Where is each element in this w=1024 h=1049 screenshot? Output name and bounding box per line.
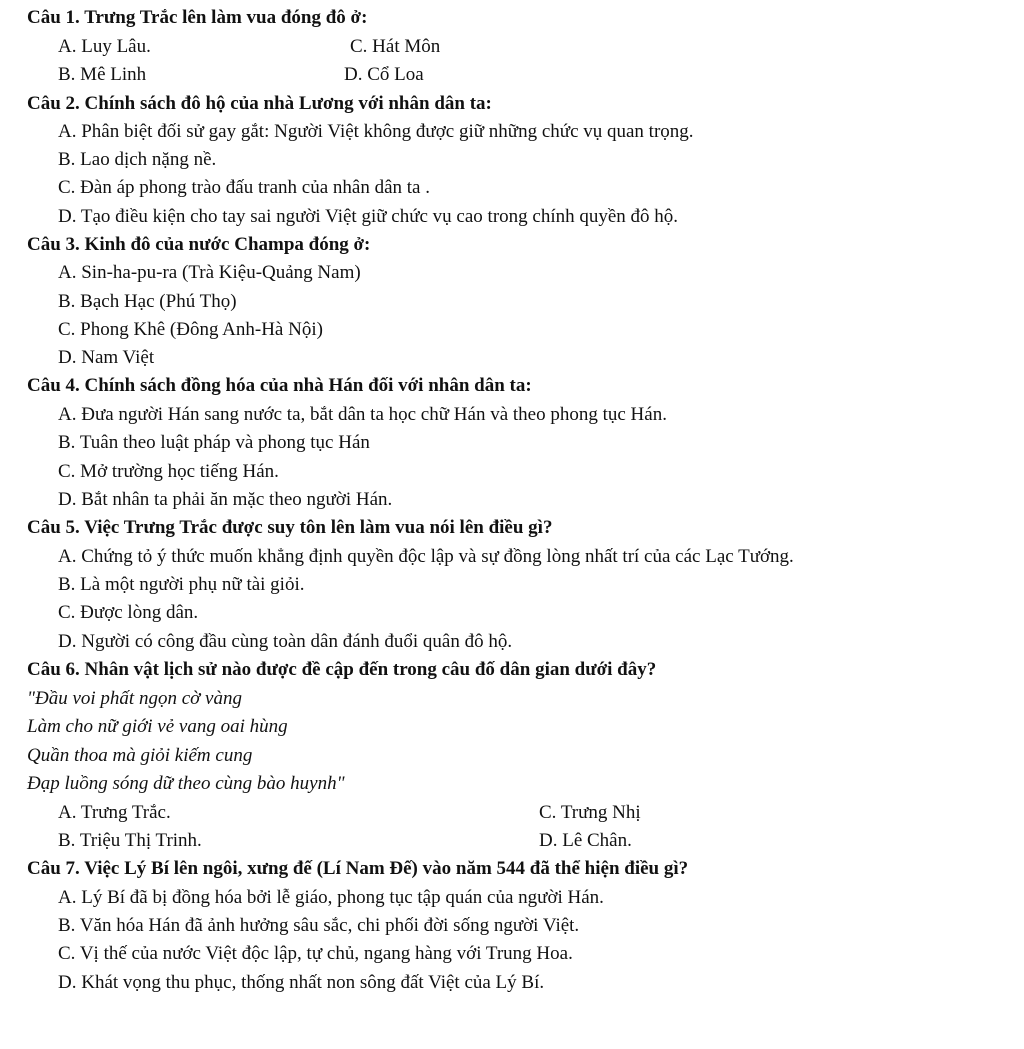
question-7-option-a: A. Lý Bí đã bị đồng hóa bởi lễ giáo, phong tục tập quán của người Hán. xyxy=(58,887,604,908)
question-5-option-b: B. Là một người phụ nữ tài giỏi. xyxy=(58,574,305,595)
question-6-poem-line-3: Quần thoa mà giỏi kiếm cung xyxy=(27,745,253,766)
question-6-poem-line-2: Làm cho nữ giới vẻ vang oai hùng xyxy=(27,716,288,737)
question-2-option-b: B. Lao dịch nặng nề. xyxy=(58,149,217,170)
question-5-option-a: A. Chứng tỏ ý thức muốn khẳng định quyền độc lập và sự đồng lòng nhất trí của các Lạc Tướng. xyxy=(58,546,794,567)
question-5-option-d: D. Người có công đầu cùng toàn dân đánh đuổi quân đô hộ. xyxy=(58,631,513,652)
question-1-option-d: D. Cổ Loa xyxy=(344,64,424,85)
question-5-title: Câu 5. Việc Trưng Trắc được suy tôn lên làm vua nói lên điều gì? xyxy=(27,517,553,538)
question-2-option-c: C. Đàn áp phong trào đấu tranh của nhân dân ta . xyxy=(58,177,430,198)
question-6-title: Câu 6. Nhân vật lịch sử nào được đề cập đến trong câu đố dân gian dưới đây? xyxy=(27,659,657,680)
question-7-title: Câu 7. Việc Lý Bí lên ngôi, xưng đế (Lí Nam Đế) vào năm 544 đã thể hiện điều gì? xyxy=(27,858,689,879)
question-7-option-b: B. Văn hóa Hán đã ảnh hưởng sâu sắc, chi phối đời sống người Việt. xyxy=(58,915,580,936)
question-2-title: Câu 2. Chính sách đô hộ của nhà Lương với nhân dân ta: xyxy=(27,93,492,114)
question-5-option-c: C. Được lòng dân. xyxy=(58,602,199,623)
question-6-option-b: B. Triệu Thị Trinh. xyxy=(58,830,202,851)
question-4-option-b: B. Tuân theo luật pháp và phong tục Hán xyxy=(58,432,370,453)
question-3-option-a: A. Sin-ha-pu-ra (Trà Kiệu-Quảng Nam) xyxy=(58,262,361,283)
question-4-option-d: D. Bắt nhân ta phải ăn mặc theo người Hán. xyxy=(58,489,393,510)
question-2-option-d: D. Tạo điều kiện cho tay sai người Việt giữ chức vụ cao trong chính quyền đô hộ. xyxy=(58,206,679,227)
question-3-option-b: B. Bạch Hạc (Phú Thọ) xyxy=(58,291,237,312)
question-2-option-a: A. Phân biệt đối sử gay gắt: Người Việt không được giữ những chức vụ quan trọng. xyxy=(58,121,694,142)
question-7-option-c: C. Vị thế của nước Việt độc lập, tự chủ, ngang hàng với Trung Hoa. xyxy=(58,943,573,964)
question-6-option-a: A. Trưng Trắc. xyxy=(58,802,171,823)
question-3-title: Câu 3. Kinh đô của nước Champa đóng ở: xyxy=(27,234,371,255)
question-3-option-d: D. Nam Việt xyxy=(58,347,155,368)
question-4-option-a: A. Đưa người Hán sang nước ta, bắt dân ta học chữ Hán và theo phong tục Hán. xyxy=(58,404,667,425)
question-6-option-d: D. Lê Chân. xyxy=(539,830,632,851)
question-4-title: Câu 4. Chính sách đồng hóa của nhà Hán đối với nhân dân ta: xyxy=(27,375,532,396)
question-1-option-a: A. Luy Lâu. xyxy=(58,36,151,57)
question-1-title: Câu 1. Trưng Trắc lên làm vua đóng đô ở: xyxy=(27,7,368,28)
question-6-poem-line-4: Đạp luồng sóng dữ theo cùng bào huynh" xyxy=(27,773,345,794)
question-6-option-c: C. Trưng Nhị xyxy=(539,802,641,823)
question-1-option-c: C. Hát Môn xyxy=(350,36,441,57)
question-3-option-c: C. Phong Khê (Đông Anh-Hà Nội) xyxy=(58,319,323,340)
question-1-option-b: B. Mê Linh xyxy=(58,64,147,85)
question-4-option-c: C. Mở trường học tiếng Hán. xyxy=(58,461,279,482)
question-6-poem-line-1: "Đầu voi phất ngọn cờ vàng xyxy=(27,688,242,709)
question-7-option-d: D. Khát vọng thu phục, thống nhất non sông đất Việt của Lý Bí. xyxy=(58,972,545,993)
